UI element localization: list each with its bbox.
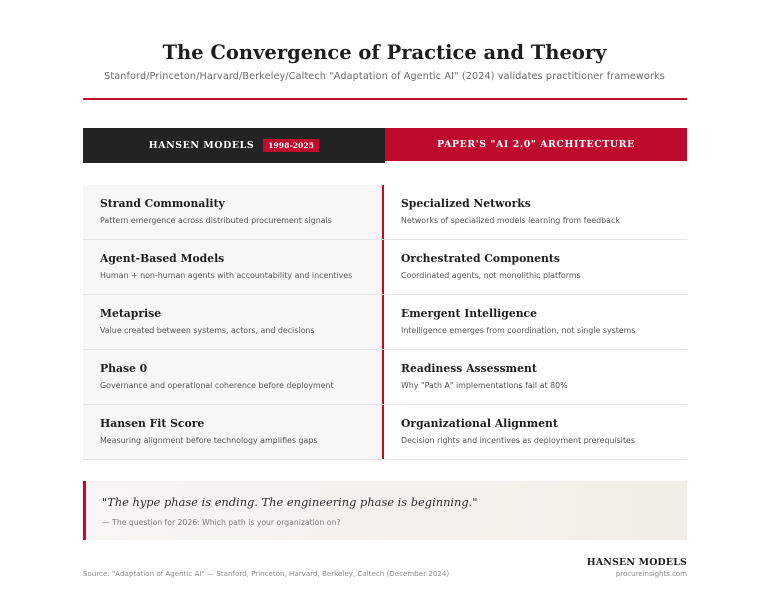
hansen-model-cell [83,405,384,459]
paper-concept-description: Decision rights and incentives as deployment prerequisites [401,436,636,445]
page-subtitle: Stanford/Princeton/Harvard/Berkeley/Caltech "Adaptation of Agentic AI" (2024) validates practitioner frameworks [104,71,665,82]
title-divider [83,98,687,100]
paper-concept-description: Coordinated agents, not monolithic platforms [401,271,581,280]
paper-concept-cell [384,295,687,349]
paper-concept-cell [384,240,687,294]
comparison-row [83,405,687,460]
hansen-model-description: Human + non-human agents with accountability and incentives [100,271,353,280]
comparison-row [83,350,687,405]
hansen-model-cell [83,240,384,294]
paper-concept-title: Emergent Intelligence [401,307,537,320]
paper-concept-title: Organizational Alignment [401,417,558,430]
paper-concept-cell [384,350,687,404]
hansen-model-title: Agent-Based Models [100,252,225,265]
column-header-paper-architecture [385,128,687,161]
paper-concept-title: Orchestrated Components [401,252,560,265]
comparison-table [83,185,687,460]
comparison-row [83,295,687,350]
hansen-model-description: Governance and operational coherence before deployment [100,381,334,390]
hansen-model-description: Pattern emergence across distributed procurement signals [100,216,332,225]
hansen-model-title: Phase 0 [100,362,148,375]
paper-concept-cell [384,405,687,459]
hansen-model-cell [83,295,384,349]
hansen-model-cell [83,185,384,239]
comparison-row [83,240,687,295]
hansen-model-cell [83,350,384,404]
hansen-model-description: Value created between systems, actors, and decisions [100,326,315,335]
quote-accent-bar [83,481,86,540]
hansen-model-title: Strand Commonality [100,197,225,210]
quote-attribution: — The question for 2026: Which path is your organization on? [102,518,341,527]
paper-concept-title: Readiness Assessment [401,362,537,375]
paper-concept-description: Intelligence emerges from coordination, not single systems [401,326,636,335]
years-badge: 1998-2025 [263,139,319,152]
quote-callout [83,481,687,540]
column-header-right-label: PAPER'S "AI 2.0" ARCHITECTURE [437,139,635,150]
column-header-left-label: HANSEN MODELS [148,140,255,151]
brand-url: procureinsights.com [615,570,687,578]
paper-concept-title: Specialized Networks [401,197,531,210]
paper-concept-description: Networks of specialized models learning from feedback [401,216,620,225]
paper-concept-cell [384,185,687,239]
comparison-row [83,185,687,240]
source-citation: Source: "Adaptation of Agentic AI" — Stanford, Princeton, Harvard, Berkeley, Caltech (December 2024) [83,569,450,578]
hansen-model-description: Measuring alignment before technology amplifies gaps [100,436,318,445]
hansen-model-title: Hansen Fit Score [100,417,205,430]
quote-text: "The hype phase is ending. The engineering phase is beginning." [102,495,478,509]
brand-name: HANSEN MODELS [586,557,687,568]
page-title: The Convergence of Practice and Theory [162,41,607,64]
column-header-hansen-models [83,128,385,163]
paper-concept-description: Why "Path A" implementations fail at 80% [401,381,568,390]
hansen-model-title: Metaprise [100,307,162,320]
